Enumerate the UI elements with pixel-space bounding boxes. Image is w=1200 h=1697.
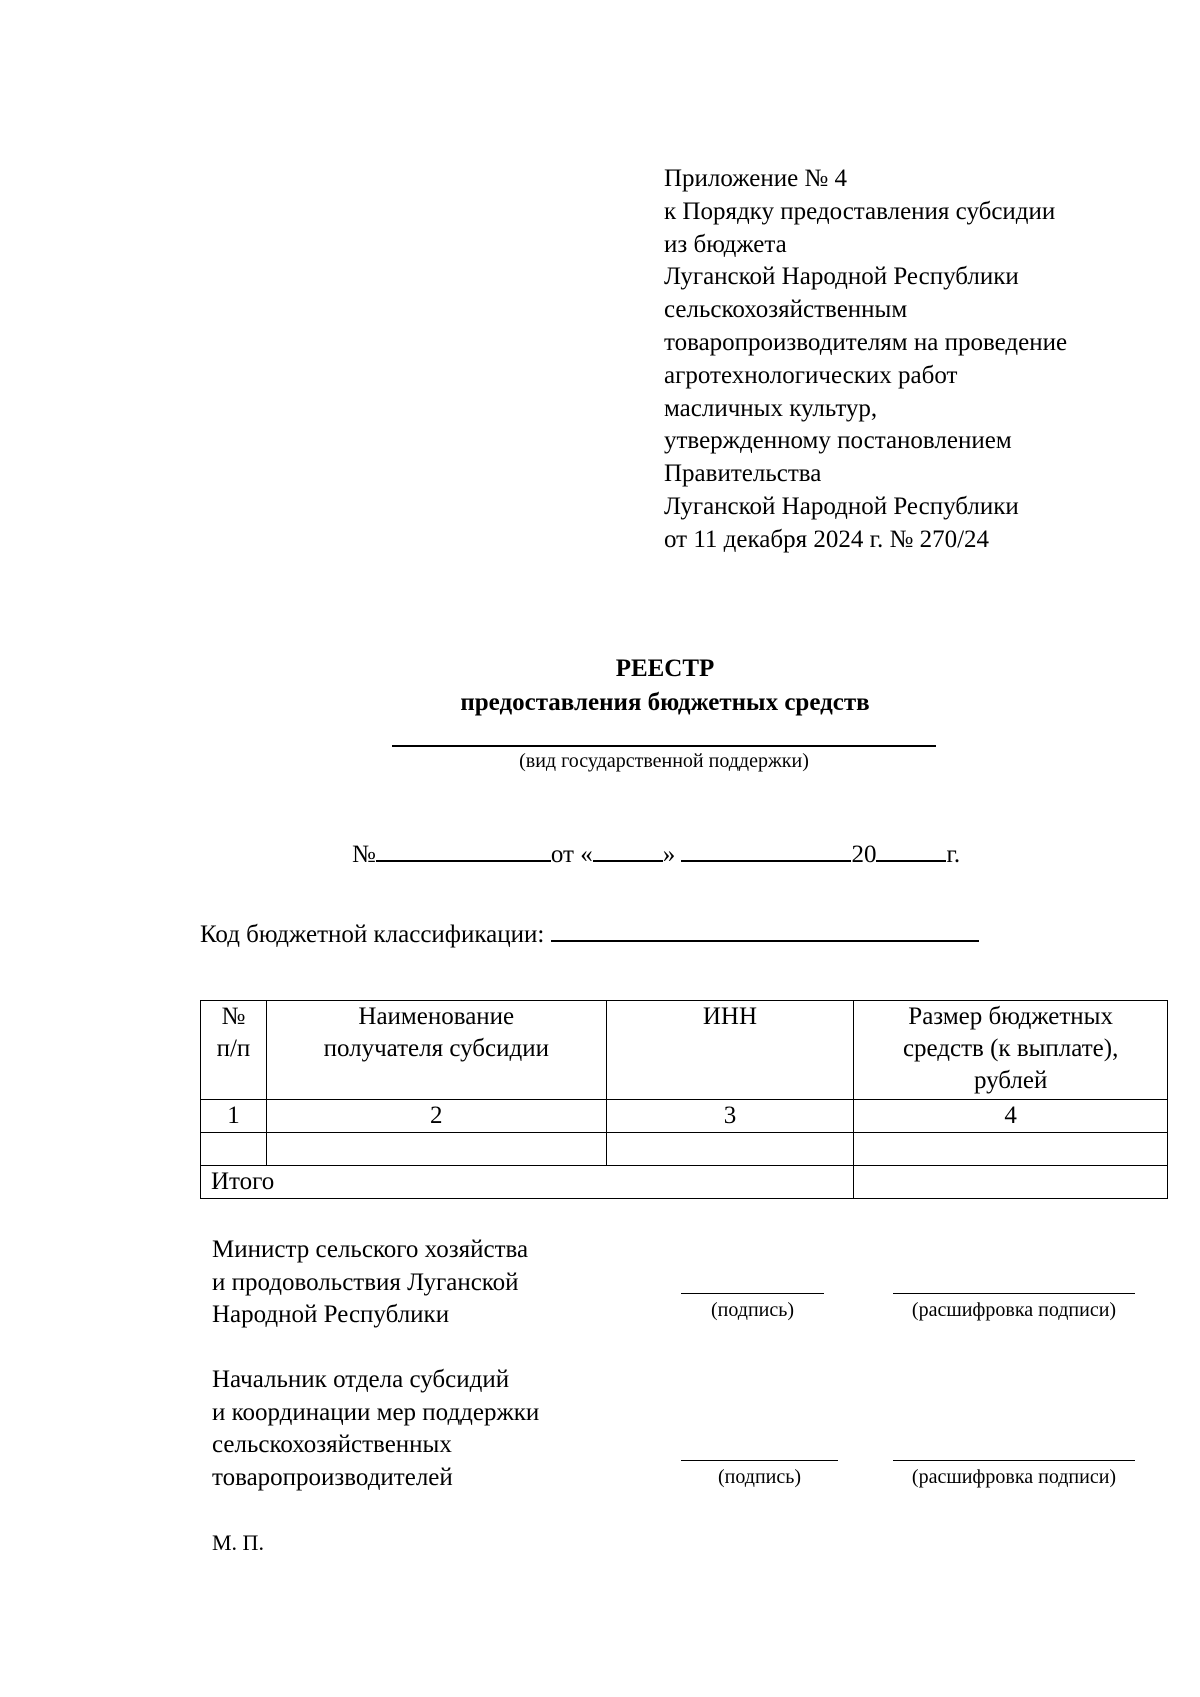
annex-line: масличных культур, bbox=[664, 394, 878, 422]
year-suffix: г. bbox=[946, 841, 961, 868]
month-field[interactable] bbox=[681, 838, 851, 862]
head-name-field[interactable] bbox=[893, 1460, 1135, 1461]
kbk-label: Код бюджетной классификации: bbox=[200, 921, 545, 948]
annex-line: от 11 декабря 2024 г. № 270/24 bbox=[664, 525, 990, 553]
signature-caption: (подпись) bbox=[710, 1299, 795, 1321]
column-number-row bbox=[201, 1100, 1168, 1133]
col-number-cell: 1 bbox=[201, 1100, 267, 1133]
col-number-cell: 4 bbox=[854, 1100, 1168, 1133]
table-row bbox=[201, 1133, 1168, 1166]
col-number-cell: 3 bbox=[606, 1100, 854, 1133]
total-label: Итого bbox=[201, 1166, 854, 1199]
title-line-2: предоставления бюджетных средств bbox=[460, 689, 870, 716]
total-row bbox=[201, 1166, 1168, 1199]
annex-line: к Порядку предоставления субсидии bbox=[664, 197, 1056, 225]
annex-line: утвержденному постановлением bbox=[664, 427, 1012, 455]
head-title: Начальник отдела субсидий и координации мер поддержки сельскохозяйственных товаропроизводителей bbox=[212, 1366, 540, 1491]
support-type-caption: (вид государственной поддержки) bbox=[519, 750, 809, 772]
signature-caption: (подпись) bbox=[717, 1466, 802, 1488]
header-cell-recipient: Наименование получателя субсидии bbox=[266, 1001, 606, 1100]
table-cell[interactable] bbox=[606, 1133, 854, 1166]
number-sign: № bbox=[352, 841, 376, 868]
head-signature-field[interactable] bbox=[681, 1460, 838, 1461]
annex-line: Луганской Народной Республики bbox=[664, 263, 1019, 291]
table-cell[interactable] bbox=[201, 1133, 267, 1166]
decode-caption: (расшифровка подписи) bbox=[911, 1299, 1117, 1321]
date-from-label: от « bbox=[550, 841, 593, 868]
annex-line: агротехнологических работ bbox=[664, 361, 958, 389]
kbk-line bbox=[200, 918, 979, 950]
document-title bbox=[0, 652, 1200, 720]
annex-line: из бюджета bbox=[664, 230, 787, 258]
annex-line: товаропроизводителям на проведение bbox=[664, 328, 1068, 356]
seal-placeholder: М. П. bbox=[212, 1530, 264, 1555]
minister-signature-field[interactable] bbox=[681, 1293, 824, 1294]
number-field[interactable] bbox=[376, 838, 551, 862]
annex-line: сельскохозяйственным bbox=[664, 296, 908, 324]
kbk-field[interactable] bbox=[551, 918, 979, 942]
total-amount-cell[interactable] bbox=[854, 1166, 1168, 1199]
header-cell-number: № п/п bbox=[201, 1001, 267, 1100]
support-type-field[interactable] bbox=[392, 745, 936, 747]
table-cell[interactable] bbox=[266, 1133, 606, 1166]
decode-caption: (расшифровка подписи) bbox=[911, 1466, 1117, 1488]
date-quote-close: » bbox=[662, 841, 676, 868]
year-field[interactable] bbox=[876, 838, 946, 862]
annex-line: Приложение № 4 bbox=[664, 165, 848, 192]
annex-header bbox=[664, 163, 1067, 557]
year-prefix: 20 bbox=[851, 841, 877, 868]
table-header-row bbox=[201, 1001, 1168, 1100]
annex-line: Луганской Народной Республики bbox=[664, 492, 1019, 520]
header-cell-amount: Размер бюджетных средств (к выплате), рублей bbox=[854, 1001, 1168, 1100]
number-date-line bbox=[352, 838, 960, 870]
table-cell[interactable] bbox=[854, 1133, 1168, 1166]
day-field[interactable] bbox=[593, 838, 663, 862]
minister-name-field[interactable] bbox=[893, 1293, 1135, 1294]
annex-line: Правительства bbox=[664, 460, 822, 488]
title-line-1: РЕЕСТР bbox=[615, 655, 715, 682]
register-table bbox=[200, 1000, 1168, 1199]
col-number-cell: 2 bbox=[266, 1100, 606, 1133]
header-cell-inn: ИНН bbox=[606, 1001, 854, 1100]
minister-title: Министр сельского хозяйства и продовольствия Луганской Народной Республики bbox=[212, 1236, 529, 1328]
